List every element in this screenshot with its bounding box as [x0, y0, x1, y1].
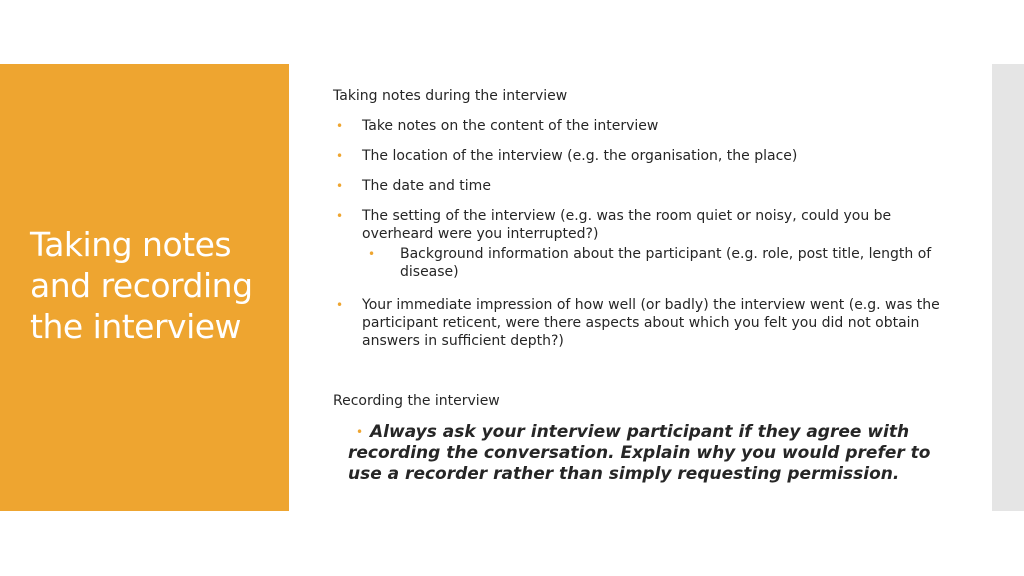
bullet-icon: •: [336, 149, 344, 163]
bullet-item: [336, 177, 962, 195]
bullet-text: The location of the interview (e.g. the organisation, the place): [362, 148, 798, 164]
sub-bullet-text: Background information about the participant (e.g. role, post title, length of disease): [400, 246, 932, 280]
emphasis-text: Always ask your interview participant if they agree with recording the conversation. Explain why you would prefer to use a recorder rather than simply requesting permission.: [348, 422, 931, 484]
bullet-item: [336, 117, 962, 135]
bullet-icon: •: [336, 179, 344, 193]
bullet-text: Take notes on the content of the interview: [362, 118, 659, 134]
bullet-item: [336, 147, 962, 165]
emphasis-bullet: [333, 422, 953, 485]
bullet-text: Your immediate impression of how well (or badly) the interview went (e.g. was the participant reticent, were there aspects about which you felt you did not obtain answers in sufficient depth?): [362, 297, 940, 349]
bullet-icon: •: [368, 247, 376, 261]
emphasis-bullet-text: [333, 422, 953, 485]
bullet-icon: •: [336, 298, 344, 312]
section-heading-recording: Recording the interview: [333, 393, 500, 409]
bullet-item: [336, 207, 942, 243]
bullet-text: The setting of the interview (e.g. was the room quiet or noisy, could you be overheard were you interrupted?): [362, 208, 892, 242]
sub-bullet-item: [368, 245, 940, 281]
bullet-icon: •: [336, 119, 344, 133]
bullet-icon: •: [336, 209, 344, 223]
bullet-icon: •: [356, 425, 364, 439]
slide-title-line-1: Taking notes: [30, 225, 232, 264]
bullet-item: [336, 296, 952, 350]
slide-title-line-3: the interview: [30, 307, 242, 346]
bullet-text: The date and time: [362, 178, 491, 194]
section-heading-notes: Taking notes during the interview: [333, 88, 568, 104]
slide-title-line-2: and recording: [30, 266, 253, 305]
